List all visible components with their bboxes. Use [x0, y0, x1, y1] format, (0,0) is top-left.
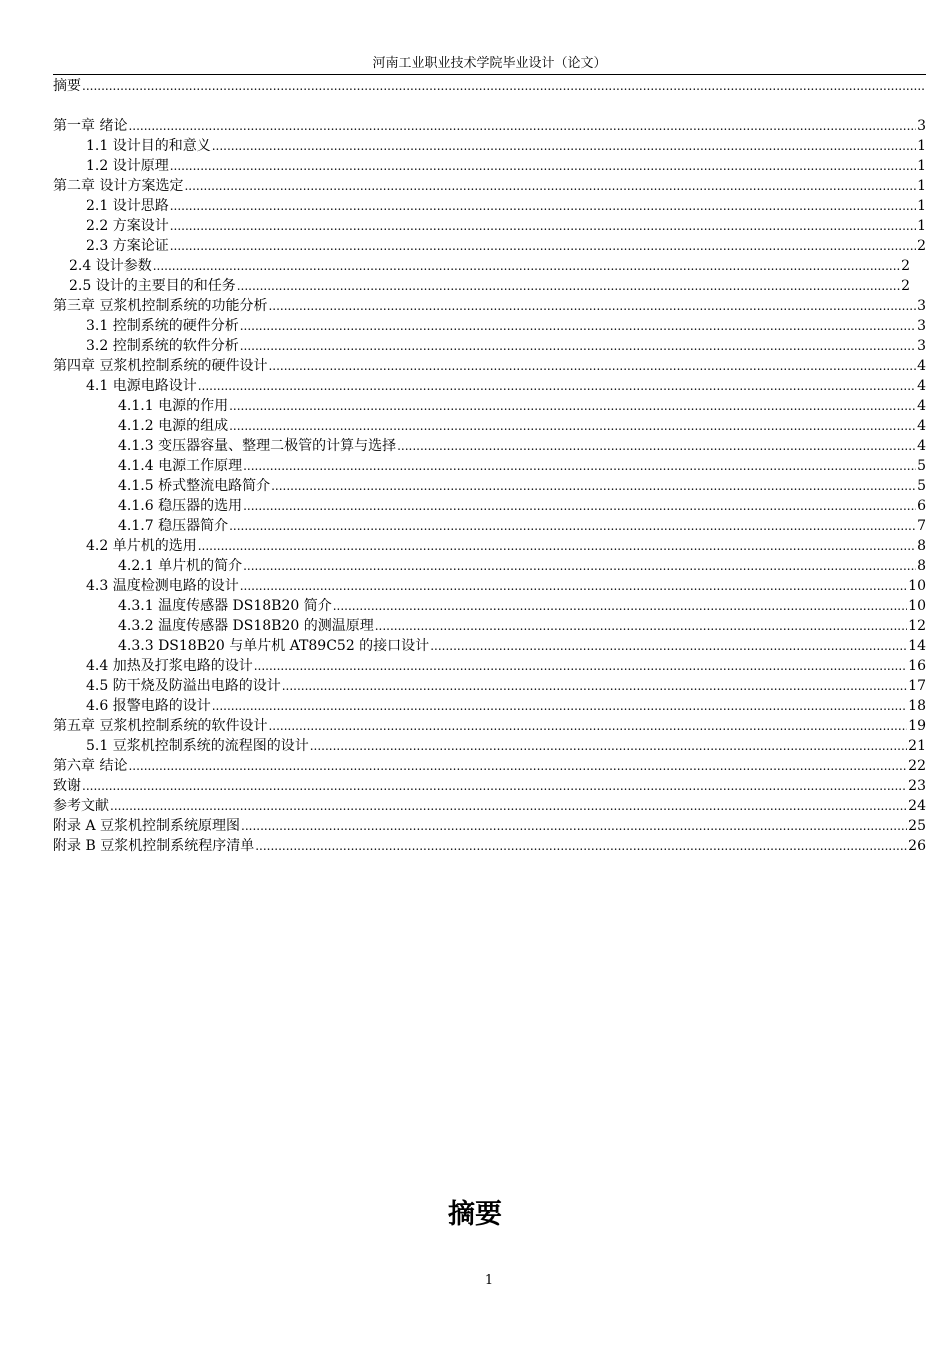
toc-entry-page: 2 [901, 278, 910, 294]
toc-entry-page: 17 [908, 678, 926, 694]
toc-entry[interactable] [53, 136, 926, 156]
toc-entry[interactable] [53, 596, 926, 616]
toc-entry-page: 16 [908, 658, 926, 674]
toc-entry-title: 4.1.4 电源工作原理 [118, 458, 243, 474]
toc-leader-dots [212, 696, 907, 716]
toc-entry[interactable] [53, 116, 926, 136]
toc-entry[interactable] [53, 716, 926, 736]
toc-entry[interactable] [53, 196, 926, 216]
toc-leader-dots [128, 756, 907, 776]
toc-entry[interactable] [53, 496, 926, 516]
toc-entry-title: 第六章 结论 [53, 758, 128, 774]
toc-leader-dots [333, 596, 907, 616]
toc-leader-dots [268, 356, 916, 376]
toc-entry-page: 1 [917, 218, 926, 234]
toc-entry[interactable] [53, 656, 926, 676]
toc-entry-page: 2 [901, 258, 910, 274]
toc-entry[interactable] [53, 516, 926, 536]
toc-entry-page: 5 [917, 478, 926, 494]
toc-leader-dots [184, 176, 916, 196]
toc-leader-dots [82, 76, 925, 96]
toc-leader-dots [375, 616, 907, 636]
table-of-contents [53, 76, 926, 856]
toc-leader-dots [243, 556, 916, 576]
toc-entry[interactable] [53, 176, 926, 196]
toc-leader-dots [271, 476, 916, 496]
toc-leader-dots [82, 776, 907, 796]
toc-entry-title: 1.1 设计目的和意义 [86, 138, 211, 154]
toc-entry-page: 4 [917, 438, 926, 454]
toc-entry[interactable] [53, 816, 926, 836]
toc-leader-dots [237, 276, 900, 296]
toc-entry-title: 4.1.7 稳压器简介 [118, 518, 229, 534]
toc-entry-title: 4.1.5 桥式整流电路简介 [118, 478, 271, 494]
toc-leader-dots [198, 536, 916, 556]
toc-leader-dots [240, 336, 916, 356]
toc-entry-title: 4.4 加热及打浆电路的设计 [86, 658, 253, 674]
toc-leader-dots [397, 436, 916, 456]
toc-entry[interactable] [53, 756, 926, 776]
toc-leader-dots [282, 676, 907, 696]
toc-entry-title: 3.2 控制系统的软件分析 [86, 338, 239, 354]
toc-entry-page: 26 [908, 838, 926, 854]
toc-entry-page: 4 [917, 358, 926, 374]
toc-entry-title: 4.1.1 电源的作用 [118, 398, 229, 414]
toc-entry[interactable] [53, 836, 926, 856]
toc-entry-page: 5 [917, 458, 926, 474]
toc-entry[interactable] [53, 536, 926, 556]
toc-entry[interactable] [53, 736, 926, 756]
toc-leader-dots [241, 816, 907, 836]
toc-entry-title: 5.1 豆浆机控制系统的流程图的设计 [86, 738, 309, 754]
toc-entry-title: 第一章 绪论 [53, 118, 128, 134]
toc-leader-dots [243, 496, 916, 516]
toc-entry[interactable] [53, 256, 910, 276]
toc-leader-dots [254, 656, 907, 676]
toc-entry[interactable] [53, 776, 926, 796]
toc-entry-page: 12 [908, 618, 926, 634]
toc-entry[interactable] [53, 436, 926, 456]
toc-leader-dots [110, 796, 907, 816]
toc-entry[interactable] [53, 696, 926, 716]
toc-leader-dots [430, 636, 907, 656]
toc-entry-title: 致谢 [53, 778, 81, 794]
toc-entry-page: 25 [908, 818, 926, 834]
toc-entry[interactable] [53, 576, 926, 596]
toc-entry-page: 23 [908, 778, 926, 794]
toc-entry-page: 1 [917, 138, 926, 154]
toc-entry[interactable] [53, 376, 926, 396]
toc-entry-title: 4.1 电源电路设计 [86, 378, 197, 394]
toc-entry[interactable] [53, 156, 926, 176]
page-header: 河南工业职业技术学院毕业设计（论文） [53, 56, 926, 75]
toc-entry-title: 4.6 报警电路的设计 [86, 698, 211, 714]
toc-entry-title: 第三章 豆浆机控制系统的功能分析 [53, 298, 268, 314]
toc-entry-title: 4.3.1 温度传感器 DS18B20 简介 [118, 598, 332, 614]
toc-entry-page: 19 [908, 718, 926, 734]
toc-entry-title: 摘要 [53, 78, 81, 94]
toc-leader-dots [310, 736, 907, 756]
toc-leader-dots [268, 716, 907, 736]
toc-entry-page: 3 [917, 338, 926, 354]
toc-leader-dots [229, 396, 916, 416]
toc-entry-title: 4.3.3 DS18B20 与单片机 AT89C52 的接口设计 [118, 638, 430, 654]
toc-entry-title: 4.5 防干烧及防溢出电路的设计 [86, 678, 281, 694]
toc-entry[interactable] [53, 456, 926, 476]
toc-entry[interactable] [53, 296, 926, 316]
section-title: 摘要 [448, 1199, 502, 1230]
toc-entry[interactable] [53, 476, 926, 496]
toc-entry[interactable] [53, 636, 926, 656]
toc-entry-title: 4.3 温度检测电路的设计 [86, 578, 239, 594]
toc-leader-dots [268, 296, 916, 316]
toc-entry[interactable] [53, 316, 926, 336]
toc-leader-dots [240, 316, 916, 336]
toc-entry-page: 21 [908, 738, 926, 754]
toc-entry-title: 4.2.1 单片机的简介 [118, 558, 243, 574]
toc-leader-dots [229, 516, 916, 536]
toc-entry[interactable] [53, 556, 926, 576]
toc-entry[interactable] [53, 76, 926, 96]
toc-entry[interactable] [53, 396, 926, 416]
toc-entry-page: 8 [917, 538, 926, 554]
toc-entry-page: 3 [917, 298, 926, 314]
toc-entry-title: 第五章 豆浆机控制系统的软件设计 [53, 718, 268, 734]
toc-entry-page: 4 [917, 418, 926, 434]
page-number: 1 [484, 1273, 494, 1288]
toc-entry-title: 2.2 方案设计 [86, 218, 169, 234]
toc-leader-dots [170, 216, 916, 236]
toc-leader-dots [170, 156, 916, 176]
toc-entry-page: 8 [917, 558, 926, 574]
toc-entry-page: 3 [917, 118, 926, 134]
toc-entry-page: 18 [908, 698, 926, 714]
toc-entry[interactable] [53, 236, 926, 256]
toc-leader-dots [229, 416, 916, 436]
toc-entry-title: 4.1.2 电源的组成 [118, 418, 229, 434]
toc-entry-title: 2.4 设计参数 [69, 258, 152, 274]
toc-leader-dots [170, 196, 916, 216]
toc-entry-title: 2.1 设计思路 [86, 198, 169, 214]
toc-entry[interactable] [53, 336, 926, 356]
toc-entry-page: 7 [917, 518, 926, 534]
toc-entry-page: 2 [917, 238, 926, 254]
toc-leader-dots [170, 236, 916, 256]
toc-entry[interactable] [53, 276, 910, 296]
toc-entry[interactable] [53, 616, 926, 636]
toc-entry-title: 2.3 方案论证 [86, 238, 169, 254]
toc-entry-page: 1 [917, 178, 926, 194]
toc-entry-title: 3.1 控制系统的硬件分析 [86, 318, 239, 334]
toc-entry[interactable] [53, 796, 926, 816]
toc-entry-page: 14 [908, 638, 926, 654]
toc-entry-title: 4.1.6 稳压器的选用 [118, 498, 243, 514]
toc-entry-page: 22 [908, 758, 926, 774]
toc-leader-dots [243, 456, 916, 476]
toc-entry[interactable] [53, 356, 926, 376]
toc-entry-page: 24 [908, 798, 926, 814]
toc-leader-dots [212, 136, 916, 156]
toc-entry[interactable] [53, 416, 926, 436]
toc-entry-page: 10 [908, 598, 926, 614]
toc-entry-title: 附录 B 豆浆机控制系统程序清单 [53, 838, 255, 854]
toc-entry-title: 附录 A 豆浆机控制系统原理图 [53, 818, 241, 834]
toc-leader-dots [153, 256, 900, 276]
toc-entry-title: 参考文献 [53, 798, 109, 814]
toc-entry[interactable] [53, 216, 926, 236]
toc-entry-title: 1.2 设计原理 [86, 158, 169, 174]
toc-entry-title: 4.2 单片机的选用 [86, 538, 197, 554]
toc-entry-page: 4 [917, 398, 926, 414]
toc-entry-title: 第二章 设计方案选定 [53, 178, 184, 194]
toc-entry-page: 3 [917, 318, 926, 334]
toc-leader-dots [255, 836, 907, 856]
toc-entry-page: 1 [917, 198, 926, 214]
toc-entry-title: 2.5 设计的主要目的和任务 [69, 278, 236, 294]
toc-entry-page: 4 [917, 378, 926, 394]
toc-entry-title: 4.3.2 温度传感器 DS18B20 的测温原理 [118, 618, 374, 634]
toc-entry-page: 1 [917, 158, 926, 174]
toc-leader-dots [198, 376, 916, 396]
toc-entry-page: 6 [917, 498, 926, 514]
toc-entry-page: 10 [908, 578, 926, 594]
toc-leader-dots [240, 576, 907, 596]
toc-entry-title: 4.1.3 变压器容量、整理二极管的计算与选择 [118, 438, 397, 454]
toc-entry-title: 第四章 豆浆机控制系统的硬件设计 [53, 358, 268, 374]
toc-leader-dots [128, 116, 916, 136]
toc-entry[interactable] [53, 676, 926, 696]
toc-spacer [53, 96, 926, 116]
